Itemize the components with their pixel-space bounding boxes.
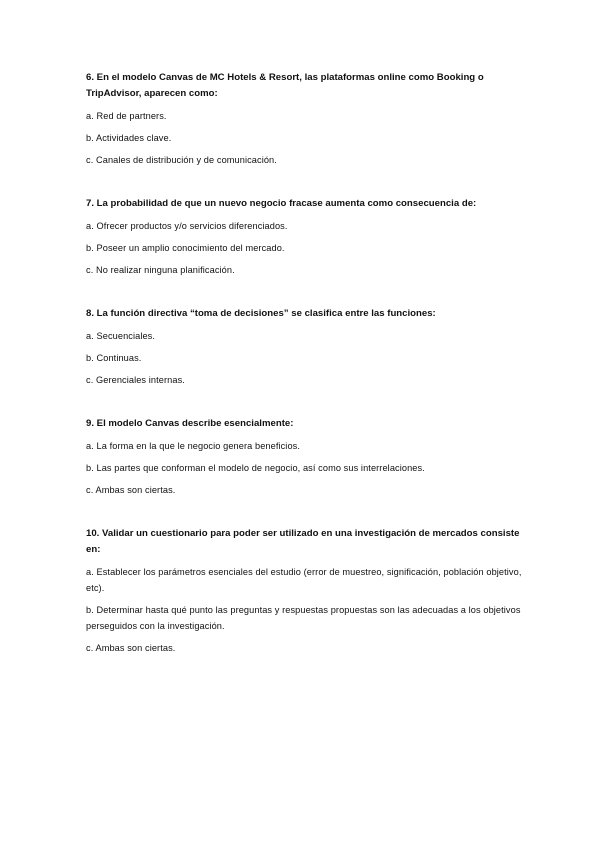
option-a: a. Secuenciales. [86,331,156,341]
option-c: c. Ambas son ciertas. [86,485,176,495]
question-8 [86,306,526,388]
option-b: b. Poseer un amplio conocimiento del mercado. [86,243,285,253]
question-title: 7. La probabilidad de que un nuevo negocio fracase aumenta como consecuencia de: [86,198,477,209]
option-c: c. Ambas son ciertas. [86,643,176,653]
option-a: a. Establecer los parámetros esenciales del estudio (error de muestreo, significación, población objetivo, etc). [86,567,522,593]
question-6 [86,70,526,168]
question-10 [86,526,526,656]
option-c: c. Canales de distribución y de comunicación. [86,155,277,165]
option-a: a. Ofrecer productos y/o servicios diferenciados. [86,221,288,231]
option-b: b. Continuas. [86,353,142,363]
option-b: b. Las partes que conforman el modelo de negocio, así como sus interrelaciones. [86,463,425,473]
question-title: 8. La función directiva “toma de decisiones” se clasifica entre las funciones: [86,308,436,319]
option-c: c. No realizar ninguna planificación. [86,265,235,275]
option-b: b. Actividades clave. [86,133,172,143]
question-7 [86,196,526,278]
question-9 [86,416,526,498]
question-title: 9. El modelo Canvas describe esencialmente: [86,418,294,429]
option-a: a. La forma en la que le negocio genera beneficios. [86,441,301,451]
option-b: b. Determinar hasta qué punto las preguntas y respuestas propuestas son las adecuadas a los objetivos perseguidos con la investigación. [86,605,521,631]
question-title: 6. En el modelo Canvas de MC Hotels & Resort, las plataformas online como Booking o TripAdvisor, aparecen como: [86,72,484,99]
question-list [86,70,526,662]
question-spacer [86,504,526,526]
option-a: a. Red de partners. [86,111,167,121]
question-spacer [86,284,526,306]
option-c: c. Gerenciales internas. [86,375,185,385]
question-title: 10. Validar un cuestionario para poder ser utilizado en una investigación de mercados consiste en: [86,528,520,555]
question-spacer [86,174,526,196]
question-spacer [86,394,526,416]
